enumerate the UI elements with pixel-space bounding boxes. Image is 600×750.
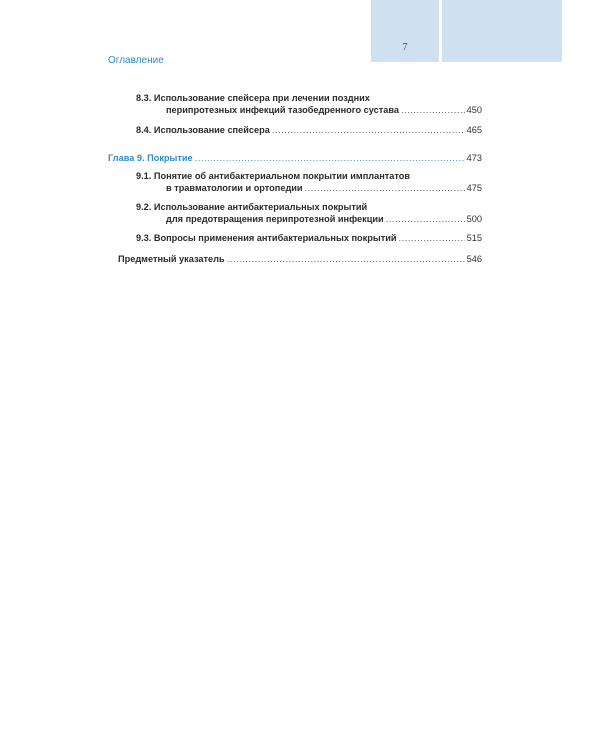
toc-entry-title: 9.3. Вопросы применения антибактериальных покрытий [136, 233, 397, 243]
header-tab-right [442, 0, 562, 62]
toc-page-number: 473 [466, 153, 482, 163]
page-number: 7 [402, 42, 408, 53]
toc-entry-title-line2: для предотвращения перипротезной инфекции [166, 214, 384, 224]
toc-index-line [118, 253, 482, 265]
toc-entry-line2 [166, 213, 482, 225]
leader-dots [386, 213, 465, 225]
toc-index-title: Предметный указатель [118, 254, 225, 264]
leader-dots [401, 104, 465, 116]
toc-entry-line2 [166, 182, 482, 194]
leader-dots [195, 152, 465, 164]
toc-entry-title: 8.4. Использование спейсера [136, 125, 270, 135]
toc-page-number: 546 [466, 254, 482, 264]
toc-entry-title-line2: в травматологии и ортопедии [166, 183, 303, 193]
toc-entry-title-line1: 8.3. Использование спейсера при лечении поздних [136, 93, 370, 103]
running-head: Оглавление [108, 55, 164, 66]
toc-entry-title-line1: 9.2. Использование антибактериальных покрытий [136, 202, 368, 212]
leader-dots [399, 232, 465, 244]
toc-page-number: 475 [466, 183, 482, 193]
toc-page-number: 515 [466, 233, 482, 243]
toc-entry-line [136, 232, 482, 244]
leader-dots [272, 124, 465, 136]
toc-entry-line2 [166, 104, 482, 116]
toc-page-number: 450 [466, 105, 482, 115]
leader-dots [227, 253, 465, 265]
toc-entry-title-line2: перипротезных инфекций тазобедренного сустава [166, 105, 399, 115]
toc-page-number: 500 [466, 214, 482, 224]
toc-chapter-line [108, 152, 482, 164]
toc-chapter-title: Глава 9. Покрытие [108, 153, 193, 163]
leader-dots [305, 182, 465, 194]
toc-entry-title-line1: 9.1. Понятие об антибактериальном покрытии имплантатов [136, 171, 410, 181]
toc-entry-line [136, 124, 482, 136]
toc-page-number: 465 [466, 125, 482, 135]
